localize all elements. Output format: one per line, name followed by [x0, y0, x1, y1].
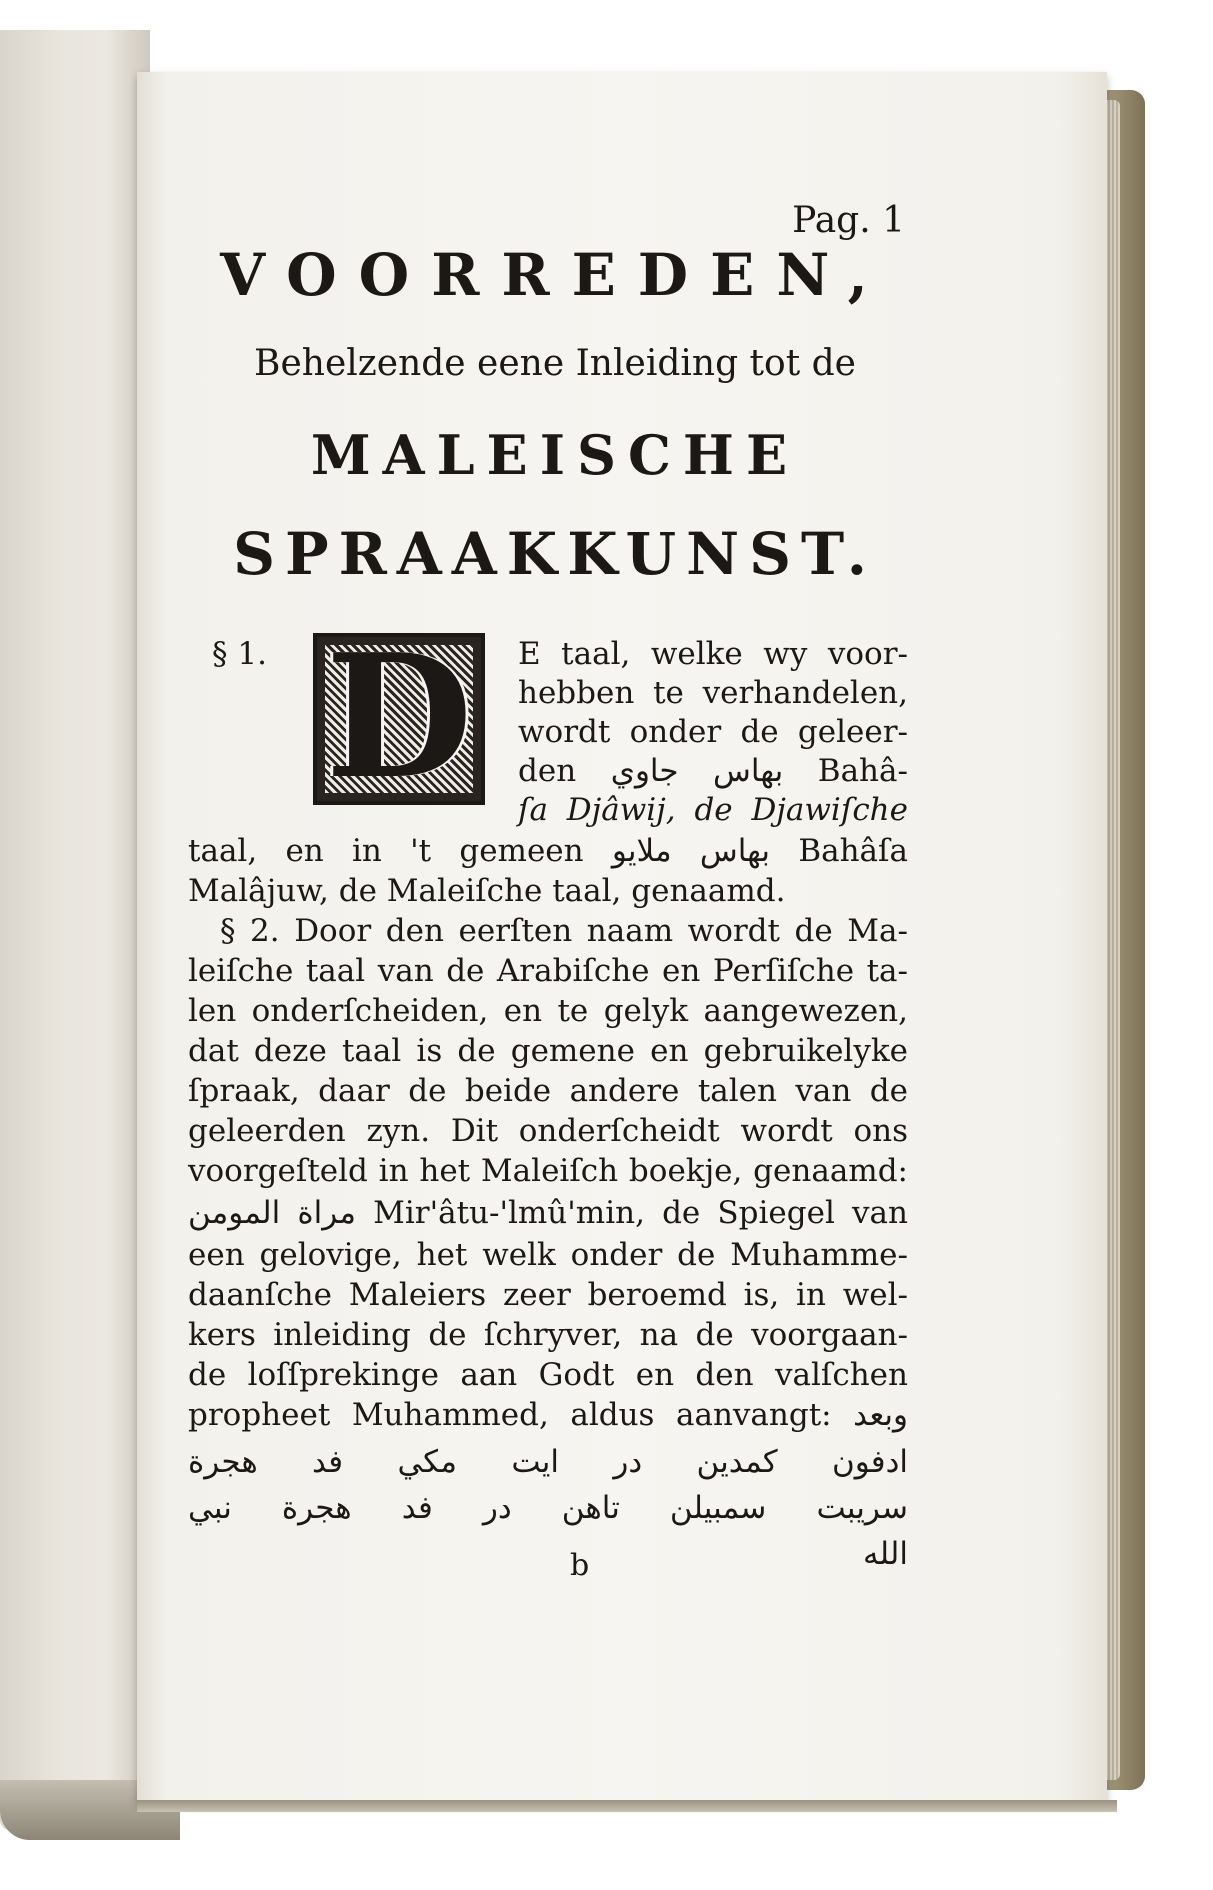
text-line: voorgeſteld in het Maleiſch boekje, genaamd:	[188, 1153, 908, 1189]
text-line: § 2. Door den eerſten naam wordt de Ma-	[220, 913, 908, 949]
arabic-line: سريبت سمبيلن تاهن در فد هجرة نبي	[188, 1490, 908, 1526]
arabic-line: ادفون كمدين در ايت مكي فد هجرة	[188, 1444, 908, 1480]
text-line: den بهاس جاوي Bahâ-	[518, 753, 908, 789]
text-line: wordt onder de geleer-	[518, 714, 908, 750]
arabic-line: الله	[863, 1536, 908, 1572]
text-line: ſa Djâwij, de Djawiſche	[518, 792, 908, 828]
text-line: geleerden zyn. Dit onderſcheidt wordt ons	[188, 1113, 908, 1149]
text-line: dat deze taal is de gemene en gebruikelyke	[188, 1033, 908, 1069]
text-line: een gelovige, het welk onder de Muhamme-	[188, 1237, 908, 1273]
left-page	[0, 30, 150, 1830]
text-line: daanſche Maleiers zeer beroemd is, in wel-	[188, 1277, 908, 1313]
initial-letter: D	[325, 617, 473, 817]
signature-mark: b	[570, 1548, 590, 1583]
text-line: E taal, welke wy voor-	[518, 636, 908, 672]
page-title: VOORREDEN,	[220, 241, 890, 309]
text-line: propheet Muhammed, aldus aanvangt: وبعد	[188, 1397, 908, 1433]
heading-maleische: MALEISCHE	[310, 423, 800, 487]
page-subtitle: Behelzende eene Inleiding tot de	[254, 343, 856, 384]
text-line: Malâjuw, de Maleiſche taal, genaamd.	[188, 873, 786, 909]
page-shadow	[137, 1800, 1117, 1812]
text-line: kers inleiding de ſchryver, na de voorgaan-	[188, 1317, 908, 1353]
text-line: taal, en in 't gemeen بهاس ملايو Bahâſa	[188, 833, 908, 869]
heading-spraakkunst: SPRAAKKUNST.	[233, 520, 877, 588]
decorated-initial	[313, 617, 485, 817]
text-line: مراة المومن Mir'âtu-'lmû'min, de Spiegel van	[188, 1195, 908, 1231]
text-line: ſpraak, daar de beide andere talen van de	[188, 1073, 908, 1109]
page-number: Pag. 1	[792, 200, 905, 241]
text-line: de loſſprekinge aan Godt en den valſchen	[188, 1357, 908, 1393]
text-line: hebben te verhandelen,	[518, 675, 908, 711]
text-line: len onderſcheiden, en te gelyk aangewezen,	[188, 993, 908, 1029]
section-1-number: § 1.	[212, 636, 267, 672]
text-line: leiſche taal van de Arabiſche en Perſiſche ta-	[188, 953, 908, 989]
